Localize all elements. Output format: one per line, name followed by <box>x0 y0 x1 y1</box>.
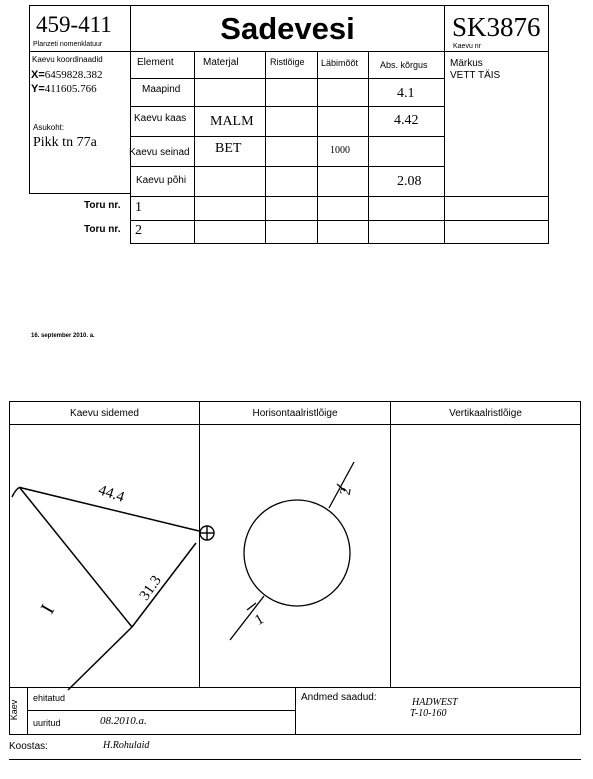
col-header-material: Materjal <box>203 57 239 68</box>
measure-31-3: 31.3 <box>136 572 165 604</box>
coords-label: Kaevu koordinaadid <box>32 55 103 64</box>
pipe-2-label-sketch: 2 <box>337 486 355 497</box>
row-seinad-element: Kaevu seinad <box>129 147 190 158</box>
row-maapind-element: Maapind <box>142 84 181 95</box>
col-title-vertical: Vertikaalristlõige <box>449 408 522 419</box>
kaev-label: Kaev <box>9 699 19 721</box>
pipe-2-line <box>329 462 354 508</box>
nomenclature-value: 459-411 <box>36 12 112 37</box>
pipe-1-label-sketch: 1 <box>252 611 267 629</box>
measure-44-4: 44.4 <box>96 482 127 506</box>
location-value: Pikk tn 77a <box>33 135 97 150</box>
row-kaas-element: Kaevu kaas <box>134 113 187 124</box>
data-source-label: Andmed saadud: <box>301 692 377 703</box>
row-kaas-material: MALM <box>210 114 254 129</box>
compiled-value: H.Rohulaid <box>103 740 150 751</box>
page-title: Sadevesi <box>220 11 355 46</box>
pipe-2-number: 2 <box>135 223 142 238</box>
col-header-element: Element <box>137 57 174 68</box>
pipe-1-number: 1 <box>135 200 142 215</box>
location-label: Asukoht: <box>33 123 65 132</box>
connection-lines <box>12 487 199 690</box>
surveyed-value: 08.2010.a. <box>100 715 147 727</box>
well-number-caption: Kaevu nr <box>453 43 482 50</box>
row-pohi-element: Kaevu põhi <box>136 175 187 186</box>
well-number-value: SK3876 <box>452 12 541 42</box>
col-title-connections: Kaevu sidemed <box>70 408 139 419</box>
col-title-horizontal: Horisontaalristlõige <box>252 408 338 419</box>
col-header-abs-height: Abs. kõrgus <box>380 60 428 70</box>
data-source-line2: T-10-160 <box>410 708 447 719</box>
x-label: X= <box>31 69 45 81</box>
built-label: ehitatud <box>33 693 66 703</box>
col-header-diameter: Läbimõõt <box>321 58 359 68</box>
row-maapind-height: 4.1 <box>397 86 415 101</box>
data-source-line1: HADWEST <box>412 697 458 708</box>
remarks-label: Märkus <box>450 58 483 69</box>
surveyed-label: uuritud <box>33 718 61 728</box>
pipe-1-label: Toru nr. <box>84 200 121 211</box>
row-seinad-material: BET <box>215 141 242 156</box>
row-seinad-diameter: 1000 <box>330 145 350 156</box>
row-pohi-height: 2.08 <box>397 174 422 189</box>
y-label: Y= <box>31 83 45 95</box>
col-header-cross-section: Ristlõige <box>270 57 305 67</box>
nomenclature-caption: Planzeti nomenklatuur <box>33 41 103 48</box>
row-kaas-height: 4.42 <box>394 113 419 128</box>
well-cross-section <box>244 500 350 606</box>
side-mark: I <box>36 600 60 618</box>
x-value: 6459828.382 <box>44 69 103 81</box>
pipe-2-label: Toru nr. <box>84 224 121 235</box>
compiled-label: Koostas: <box>9 741 48 752</box>
remarks-value: VETT TÄIS <box>450 70 501 81</box>
well-symbol <box>200 526 214 540</box>
date-line: 16. september 2010. a. <box>31 333 95 339</box>
y-value: 411605.766 <box>44 83 97 95</box>
